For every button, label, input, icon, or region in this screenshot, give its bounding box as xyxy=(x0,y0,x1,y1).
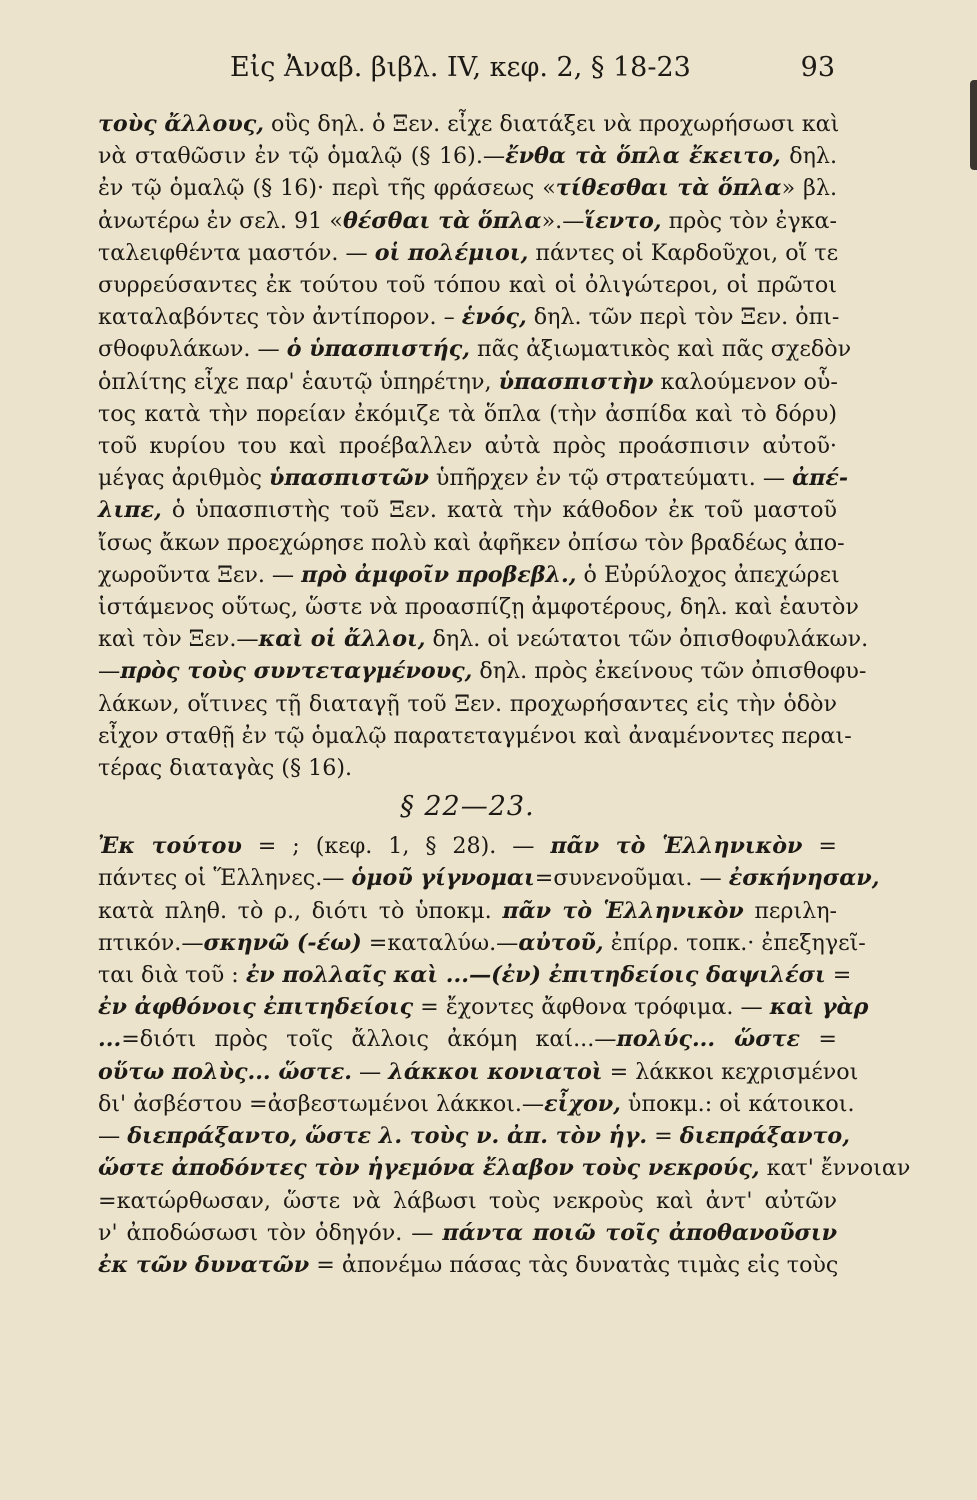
gloss-text: περιλη- xyxy=(743,897,837,924)
text-line xyxy=(98,1185,837,1217)
gloss-text: ὑπῆρχεν ἐν τῷ στρατεύματι. — xyxy=(428,465,793,492)
lemma-text: καὶ γὰρ xyxy=(769,994,869,1021)
lemma-text: ὁμοῦ γίγνομαι xyxy=(351,865,535,892)
lemma-text: σκηνῶ (-έω) xyxy=(203,929,362,956)
lemma-text: αὐτοῦ, xyxy=(518,929,604,956)
gloss-text: = xyxy=(800,1026,837,1053)
lemma-text: ἐν ἀφθόνοις ἐπιτηδείοις xyxy=(98,994,414,1021)
running-header xyxy=(130,48,835,88)
text-line xyxy=(98,1152,911,1184)
gloss-text: — xyxy=(98,1123,128,1150)
running-title: Εἰς Ἀναβ. βιβλ. IV, κεφ. 2, § 18-23 xyxy=(230,52,691,83)
lemma-text: τοὺς ἄλλους, xyxy=(98,111,264,137)
text-line xyxy=(98,301,840,333)
lemma-text: Ἐκ τούτου xyxy=(98,833,242,860)
text-line xyxy=(98,1056,859,1088)
gloss-text: καὶ τὸν Ξεν.— xyxy=(98,626,259,653)
gloss-text: ὁ Εὐρύλοχος ἀπεχώρει xyxy=(576,561,840,588)
gloss-text: ἱστάμενος οὕτως, ὥστε νὰ προασπίζῃ ἀμφοτέρους, δηλ. καὶ ἑαυτὸν xyxy=(98,594,859,621)
gloss-text: ταλειφθέντα μαστόν. — xyxy=(98,239,375,266)
lemma-text: πολύς... ὥστε xyxy=(616,1026,801,1053)
text-line xyxy=(98,991,869,1023)
text-line xyxy=(98,559,840,591)
gloss-text: ».— xyxy=(541,207,585,234)
gloss-text: =συνενοῦμαι. — xyxy=(534,865,729,892)
gloss-text: πάντες οἱ Καρδοῦχοι, οἵ τε xyxy=(528,239,839,266)
gloss-text: κατ' ἔννοιαν xyxy=(759,1155,911,1182)
gloss-text: ται διὰ τοῦ : xyxy=(98,962,246,989)
text-line xyxy=(98,205,837,237)
gloss-text: οὓς δηλ. ὁ Ξεν. εἶχε διατάξει νὰ προχωρήσωσι καὶ xyxy=(263,111,840,137)
lemma-text: ἵεντο, xyxy=(584,207,662,234)
text-line xyxy=(98,895,837,927)
gloss-text: =διότι πρὸς τοῖς ἄλλοις ἀκόμη καί...— xyxy=(121,1026,617,1053)
gloss-text: πάντες οἱ Ἕλληνες.— xyxy=(98,865,352,892)
gloss-text: νὰ σταθῶσιν ἐν τῷ ὁμαλῷ (§ 16).— xyxy=(98,143,506,170)
lemma-text: ὑπασπιστὴν xyxy=(498,368,654,395)
gloss-text: τέρας διαταγὰς (§ 16). xyxy=(98,755,353,782)
text-line xyxy=(98,494,837,526)
gloss-text: » βλ. xyxy=(781,175,837,202)
gloss-text: συρρεύσαντες ἐκ τούτου τοῦ τόπου καὶ οἱ ὀλιγώτεροι, οἱ πρῶτοι xyxy=(98,272,837,299)
gloss-text: σθοφυλάκων. — xyxy=(98,336,287,363)
lemma-text: θέσθαι τὰ ὅπλα xyxy=(343,207,542,234)
text-line xyxy=(98,1249,837,1281)
text-line xyxy=(98,862,880,894)
gloss-text: = xyxy=(647,1123,680,1150)
text-line xyxy=(98,366,837,398)
gloss-text: ὑποκμ.: οἱ κάτοικοι. xyxy=(620,1090,855,1117)
lemma-text: πᾶν τὸ Ἑλληνικὸν xyxy=(550,833,803,860)
text-line xyxy=(98,830,837,862)
gloss-text: ἐπίρρ. τοπκ.· ἐπεξηγεῖ- xyxy=(603,929,866,956)
lemma-text: λιπε, xyxy=(98,497,162,524)
text-line xyxy=(98,752,837,784)
lemma-text: τίθεσθαι τὰ ὅπλα xyxy=(555,175,782,202)
text-line xyxy=(98,1088,855,1120)
lemma-text: ἔνθα τὰ ὅπλα ἔκειτο, xyxy=(505,143,781,170)
commentary-text xyxy=(98,108,911,1281)
gloss-text: = λάκκοι κεχρισμένοι xyxy=(602,1058,859,1085)
lemma-text: λάκκοι κονιατοὶ xyxy=(388,1058,603,1085)
text-line xyxy=(98,398,837,430)
text-line xyxy=(98,623,869,655)
section-heading: § 22—23. xyxy=(400,791,535,823)
lemma-text: οἱ πολέμιοι, xyxy=(374,239,529,266)
page-number: 93 xyxy=(800,52,835,83)
lemma-text: οὕτω πολὺς... ὥστε. xyxy=(98,1058,352,1085)
text-line xyxy=(98,108,840,140)
lemma-text: διεπράξαντο, xyxy=(679,1123,850,1150)
text-line xyxy=(98,172,837,204)
gloss-text: δηλ. τῶν περὶ τὸν Ξεν. ὀπι- xyxy=(526,304,840,331)
lemma-text: εἶχον, xyxy=(544,1090,621,1117)
text-line xyxy=(98,237,837,269)
lemma-text: ἑνός, xyxy=(461,304,527,331)
text-line xyxy=(98,927,866,959)
text-line xyxy=(98,430,837,462)
gloss-text: λάκων, οἵτινες τῇ διαταγῇ τοῦ Ξεν. προχωρήσαντες εἰς τὴν ὁδὸν xyxy=(98,690,837,717)
gloss-text: πᾶς ἀξιωματικὸς καὶ πᾶς σχεδὸν xyxy=(469,336,852,363)
text-line xyxy=(98,1217,837,1249)
page-edge-shadow xyxy=(970,80,977,170)
text-line xyxy=(98,140,837,172)
lemma-text: διεπράξαντο, ὥστε λ. τοὺς ν. ἀπ. τὸν ἡγ. xyxy=(127,1123,648,1150)
gloss-text: ἴσως ἄκων προεχώρησε πολὺ καὶ ἀφῆκεν ὀπίσω τὸν βραδέως ἀπο- xyxy=(98,529,845,556)
gloss-text: = ἀπονέμω πάσας τὰς δυνατὰς τιμὰς εἰς τοὺς xyxy=(309,1251,839,1278)
gloss-text: κατὰ πληθ. τὸ ρ., διότι τὸ ὑποκμ. xyxy=(98,897,503,924)
gloss-text: δηλ. οἱ νεώτατοι τῶν ὀπισθοφυλάκων. xyxy=(425,626,869,653)
text-line xyxy=(98,959,852,991)
gloss-text: ὁ ὑπασπιστὴς τοῦ Ξεν. κατὰ τὴν κάθοδον ἐκ τοῦ μαστοῦ xyxy=(161,497,837,524)
gloss-text: χωροῦντα Ξεν. — xyxy=(98,561,302,588)
gloss-text: δηλ. xyxy=(780,143,837,170)
lemma-text: πρὸ ἀμφοῖν προβεβλ., xyxy=(301,561,577,588)
gloss-text: = ἔχοντες ἄφθονα τρόφιμα. — xyxy=(413,994,770,1021)
gloss-text: δι' ἀσβέστου =ἀσβεστωμένοι λάκκοι.— xyxy=(98,1090,545,1117)
gloss-text: =κατώρθωσαν, ὥστε νὰ λάβωσι τοὺς νεκροὺς καὶ ἀντ' αὐτῶν xyxy=(98,1187,837,1214)
lemma-text: ἐσκήνησαν, xyxy=(728,865,880,892)
lemma-text: πρὸς τοὺς συντεταγμένους, xyxy=(120,658,473,685)
lemma-text: πάντα ποιῶ τοῖς ἀποθανοῦσιν xyxy=(442,1219,837,1246)
gloss-text: τοῦ κυρίου του καὶ προέβαλλεν αὐτὰ πρὸς προάσπισιν αὐτοῦ· xyxy=(98,433,837,460)
gloss-text: πρὸς τὸν ἐγκα- xyxy=(661,207,837,234)
lemma-text: πᾶν τὸ Ἑλληνικὸν xyxy=(502,897,744,924)
text-line xyxy=(98,333,852,365)
gloss-text: εἶχον σταθῇ ἐν τῷ ὁμαλῷ παρατεταγμένοι καὶ ἀναμένοντες περαι- xyxy=(98,722,852,749)
gloss-text: = xyxy=(802,833,837,860)
lemma-text: ὥστε ἀποδόντες τὸν ἡγεμόνα ἔλαβον τοὺς νεκρούς, xyxy=(98,1155,760,1182)
gloss-text: — xyxy=(98,658,121,685)
text-line xyxy=(98,1120,850,1152)
text-line xyxy=(98,591,859,623)
lemma-text: ἐκ τῶν δυνατῶν xyxy=(98,1251,310,1278)
lemma-text: ... xyxy=(98,1026,122,1053)
gloss-text: = xyxy=(825,962,852,989)
text-line xyxy=(98,527,845,559)
text-line xyxy=(98,269,837,301)
gloss-text: καλούμενον οὗ- xyxy=(653,368,838,395)
text-line xyxy=(98,1023,837,1055)
lemma-text: ὁ ὑπασπιστής, xyxy=(286,336,470,363)
gloss-text: ἐν τῷ ὁμαλῷ (§ 16)· περὶ τῆς φράσεως « xyxy=(98,175,556,202)
lemma-text: ὑπασπιστῶν xyxy=(268,465,429,492)
lemma-text: ἀπέ- xyxy=(792,465,849,492)
lemma-text: ἐν πολλαῖς καὶ ...—(ἐν) ἐπιτηδείοις δαψιλέσι xyxy=(245,962,826,989)
gloss-text: =καταλύω.— xyxy=(361,929,519,956)
text-line xyxy=(98,462,849,494)
gloss-text: πτικόν.— xyxy=(98,929,204,956)
text-line xyxy=(98,655,867,687)
gloss-text: τος κατὰ τὴν πορείαν ἐκόμιζε τὰ ὅπλα (τὴν ἀσπίδα καὶ τὸ δόρυ) xyxy=(98,400,837,427)
gloss-text: δηλ. πρὸς ἐκείνους τῶν ὀπισθοφυ- xyxy=(472,658,867,685)
text-line xyxy=(98,688,837,720)
gloss-text: = ; (κεφ. 1, § 28). — xyxy=(241,833,551,860)
gloss-text: μέγας ἀριθμὸς xyxy=(98,465,269,492)
gloss-text: ἀνωτέρω ἐν σελ. 91 « xyxy=(98,207,344,234)
gloss-text: ὁπλίτης εἶχε παρ' ἑαυτῷ ὑπηρέτην, xyxy=(98,368,499,395)
gloss-text: — xyxy=(352,1058,389,1085)
gloss-text: ν' ἀποδώσωσι τὸν ὁδηγόν. — xyxy=(98,1219,443,1246)
text-line xyxy=(98,720,852,752)
lemma-text: καὶ οἱ ἄλλοι, xyxy=(258,626,426,653)
gloss-text: καταλαβόντες τὸν ἀντίπορον. – xyxy=(98,304,462,331)
